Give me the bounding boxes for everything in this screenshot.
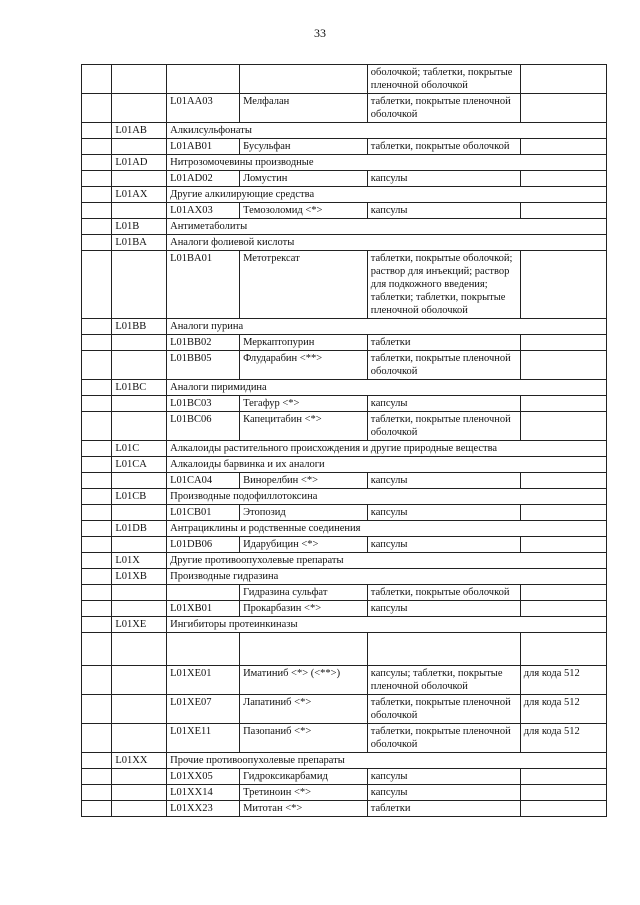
- drug-name: Прокарбазин <*>: [240, 601, 368, 617]
- left-margin-cell: [82, 187, 112, 203]
- left-margin-cell: [82, 666, 112, 695]
- atc-code: L01AB01: [167, 139, 240, 155]
- note: для кода 512: [520, 724, 606, 753]
- note: [520, 585, 606, 601]
- dosage-form: таблетки, покрытые пленочной оболочкой: [367, 695, 520, 724]
- table-body: [82, 65, 607, 817]
- left-margin-cell: [82, 171, 112, 187]
- empty-code-cell: [112, 94, 167, 123]
- left-margin-cell: [82, 319, 112, 335]
- drug-name: Мелфалан: [240, 94, 368, 123]
- table-row: [82, 489, 607, 505]
- left-margin-cell: [82, 457, 112, 473]
- table-row: [82, 65, 607, 94]
- empty-code-cell: [112, 351, 167, 380]
- group-title: Антрациклины и родственные соединения: [167, 521, 607, 537]
- empty-code-cell: [112, 633, 167, 666]
- empty-cell: [367, 633, 520, 666]
- note: [520, 473, 606, 489]
- empty-code-cell: [112, 139, 167, 155]
- table-row: [82, 801, 607, 817]
- left-margin-cell: [82, 724, 112, 753]
- left-margin-cell: [82, 203, 112, 219]
- group-title: Алкалоиды барвинка и их аналоги: [167, 457, 607, 473]
- left-margin-cell: [82, 505, 112, 521]
- left-margin-cell: [82, 139, 112, 155]
- empty-code-cell: [112, 505, 167, 521]
- left-margin-cell: [82, 235, 112, 251]
- group-title: Аналоги пурина: [167, 319, 607, 335]
- table-row: [82, 569, 607, 585]
- table-row: [82, 251, 607, 319]
- atc-code: L01XX05: [167, 769, 240, 785]
- empty-code-cell: [112, 171, 167, 187]
- table-row: [82, 412, 607, 441]
- empty-code-cell: [112, 785, 167, 801]
- table-row: [82, 785, 607, 801]
- table-row: [82, 94, 607, 123]
- empty-cell: [167, 633, 240, 666]
- table-row: [82, 155, 607, 171]
- table-row: [82, 633, 607, 666]
- group-title: Нитрозомочевины производные: [167, 155, 607, 171]
- note: [520, 801, 606, 817]
- atc-code: L01BA01: [167, 251, 240, 319]
- atc-code: L01CA04: [167, 473, 240, 489]
- group-title: Аналоги пиримидина: [167, 380, 607, 396]
- empty-code-cell: [112, 65, 167, 94]
- table-row: [82, 123, 607, 139]
- group-code: L01XB: [112, 569, 167, 585]
- drug-name: Винорелбин <*>: [240, 473, 368, 489]
- note: [520, 171, 606, 187]
- table-row: [82, 171, 607, 187]
- group-code: L01BC: [112, 380, 167, 396]
- empty-code-cell: [112, 473, 167, 489]
- table-row: [82, 537, 607, 553]
- dosage-form: капсулы: [367, 769, 520, 785]
- drug-name: Лапатиниб <*>: [240, 695, 368, 724]
- table-row: [82, 666, 607, 695]
- empty-code-cell: [112, 666, 167, 695]
- left-margin-cell: [82, 489, 112, 505]
- table-row: [82, 769, 607, 785]
- table-row: [82, 585, 607, 601]
- group-code: L01CB: [112, 489, 167, 505]
- atc-code: [167, 585, 240, 601]
- table-row: [82, 724, 607, 753]
- table-row: [82, 187, 607, 203]
- drug-name: Бусульфан: [240, 139, 368, 155]
- left-margin-cell: [82, 569, 112, 585]
- dosage-form: таблетки, покрытые пленочной оболочкой: [367, 412, 520, 441]
- left-margin-cell: [82, 801, 112, 817]
- table-row: [82, 521, 607, 537]
- note: [520, 769, 606, 785]
- left-margin-cell: [82, 335, 112, 351]
- drug-name: Идарубицин <*>: [240, 537, 368, 553]
- note: для кода 512: [520, 695, 606, 724]
- left-margin-cell: [82, 553, 112, 569]
- left-margin-cell: [82, 473, 112, 489]
- empty-code-cell: [112, 695, 167, 724]
- empty-code-cell: [112, 601, 167, 617]
- table-row: [82, 505, 607, 521]
- drug-name: Ломустин: [240, 171, 368, 187]
- group-code: L01AD: [112, 155, 167, 171]
- left-margin-cell: [82, 155, 112, 171]
- note: [520, 412, 606, 441]
- atc-code: L01XE11: [167, 724, 240, 753]
- left-margin-cell: [82, 753, 112, 769]
- atc-code: L01BC06: [167, 412, 240, 441]
- drug-table: [81, 64, 607, 817]
- group-code: L01C: [112, 441, 167, 457]
- table-row: [82, 219, 607, 235]
- dosage-form: таблетки, покрытые оболочкой: [367, 585, 520, 601]
- group-code: L01XE: [112, 617, 167, 633]
- left-margin-cell: [82, 123, 112, 139]
- atc-code: L01CB01: [167, 505, 240, 521]
- table-row: [82, 553, 607, 569]
- note: для кода 512: [520, 666, 606, 695]
- left-margin-cell: [82, 65, 112, 94]
- dosage-form: капсулы: [367, 537, 520, 553]
- table-row: [82, 351, 607, 380]
- group-code: L01AB: [112, 123, 167, 139]
- atc-code: L01BB05: [167, 351, 240, 380]
- note: [520, 251, 606, 319]
- left-margin-cell: [82, 633, 112, 666]
- dosage-form: капсулы: [367, 505, 520, 521]
- note: [520, 396, 606, 412]
- dosage-form: таблетки, покрытые пленочной оболочкой: [367, 94, 520, 123]
- atc-code: [167, 65, 240, 94]
- empty-code-cell: [112, 203, 167, 219]
- drug-name: Флударабин <**>: [240, 351, 368, 380]
- left-margin-cell: [82, 351, 112, 380]
- empty-code-cell: [112, 251, 167, 319]
- empty-code-cell: [112, 335, 167, 351]
- left-margin-cell: [82, 94, 112, 123]
- atc-code: L01DB06: [167, 537, 240, 553]
- dosage-form: таблетки, покрытые оболочкой; раствор для инъекций; раствор для подкожного введения; таблетки; таблетки, покрытые пленочной оболочкой: [367, 251, 520, 319]
- drug-name: Тегафур <*>: [240, 396, 368, 412]
- left-margin-cell: [82, 521, 112, 537]
- table-row: [82, 753, 607, 769]
- empty-code-cell: [112, 537, 167, 553]
- group-title: Прочие противоопухолевые препараты: [167, 753, 607, 769]
- group-title: Производные гидразина: [167, 569, 607, 585]
- group-code: L01AX: [112, 187, 167, 203]
- left-margin-cell: [82, 585, 112, 601]
- drug-name: Капецитабин <*>: [240, 412, 368, 441]
- atc-code: L01AA03: [167, 94, 240, 123]
- left-margin-cell: [82, 412, 112, 441]
- table-row: [82, 457, 607, 473]
- left-margin-cell: [82, 219, 112, 235]
- group-title: Алкалоиды растительного происхождения и другие природные вещества: [167, 441, 607, 457]
- note: [520, 785, 606, 801]
- table-row: [82, 319, 607, 335]
- table-row: [82, 203, 607, 219]
- drug-name: Гидроксикарбамид: [240, 769, 368, 785]
- left-margin-cell: [82, 396, 112, 412]
- left-margin-cell: [82, 441, 112, 457]
- empty-code-cell: [112, 412, 167, 441]
- drug-name: Третиноин <*>: [240, 785, 368, 801]
- note: [520, 203, 606, 219]
- drug-name: Темозоломид <*>: [240, 203, 368, 219]
- drug-name: [240, 65, 368, 94]
- group-title: Аналоги фолиевой кислоты: [167, 235, 607, 251]
- table-row: [82, 473, 607, 489]
- atc-code: L01XX14: [167, 785, 240, 801]
- dosage-form: таблетки, покрытые пленочной оболочкой: [367, 724, 520, 753]
- group-code: L01CA: [112, 457, 167, 473]
- table-row: [82, 441, 607, 457]
- group-title: Ингибиторы протеинкиназы: [167, 617, 607, 633]
- group-title: Производные подофиллотоксина: [167, 489, 607, 505]
- group-code: L01B: [112, 219, 167, 235]
- atc-code: L01XE07: [167, 695, 240, 724]
- note: [520, 335, 606, 351]
- note: [520, 505, 606, 521]
- left-margin-cell: [82, 695, 112, 724]
- group-title: Алкилсульфонаты: [167, 123, 607, 139]
- dosage-form: оболочкой; таблетки, покрытые пленочной оболочкой: [367, 65, 520, 94]
- group-code: L01DB: [112, 521, 167, 537]
- dosage-form: капсулы: [367, 396, 520, 412]
- dosage-form: капсулы: [367, 171, 520, 187]
- left-margin-cell: [82, 380, 112, 396]
- note: [520, 601, 606, 617]
- atc-code: L01XB01: [167, 601, 240, 617]
- dosage-form: капсулы: [367, 785, 520, 801]
- atc-code: L01AD02: [167, 171, 240, 187]
- dosage-form: таблетки: [367, 801, 520, 817]
- note: [520, 139, 606, 155]
- dosage-form: таблетки, покрытые пленочной оболочкой: [367, 351, 520, 380]
- note: [520, 94, 606, 123]
- drug-name: Гидразина сульфат: [240, 585, 368, 601]
- drug-name: Митотан <*>: [240, 801, 368, 817]
- dosage-form: таблетки, покрытые оболочкой: [367, 139, 520, 155]
- empty-code-cell: [112, 769, 167, 785]
- table-row: [82, 601, 607, 617]
- left-margin-cell: [82, 601, 112, 617]
- atc-code: L01BB02: [167, 335, 240, 351]
- atc-code: L01BC03: [167, 396, 240, 412]
- drug-name: Иматиниб <*> (<**>): [240, 666, 368, 695]
- empty-code-cell: [112, 724, 167, 753]
- left-margin-cell: [82, 769, 112, 785]
- dosage-form: капсулы: [367, 601, 520, 617]
- empty-code-cell: [112, 801, 167, 817]
- table-row: [82, 235, 607, 251]
- dosage-form: капсулы; таблетки, покрытые пленочной оболочкой: [367, 666, 520, 695]
- atc-code: L01AX03: [167, 203, 240, 219]
- table-row: [82, 380, 607, 396]
- note: [520, 351, 606, 380]
- left-margin-cell: [82, 617, 112, 633]
- drug-name: Метотрексат: [240, 251, 368, 319]
- drug-name: Пазопаниб <*>: [240, 724, 368, 753]
- left-margin-cell: [82, 785, 112, 801]
- left-margin-cell: [82, 251, 112, 319]
- group-code: L01BB: [112, 319, 167, 335]
- empty-code-cell: [112, 396, 167, 412]
- empty-code-cell: [112, 585, 167, 601]
- atc-code: L01XX23: [167, 801, 240, 817]
- empty-cell: [240, 633, 368, 666]
- empty-cell: [520, 633, 606, 666]
- drug-name: Этопозид: [240, 505, 368, 521]
- table-row: [82, 335, 607, 351]
- note: [520, 65, 606, 94]
- group-code: L01XX: [112, 753, 167, 769]
- table-row: [82, 396, 607, 412]
- dosage-form: таблетки: [367, 335, 520, 351]
- drug-name: Меркаптопурин: [240, 335, 368, 351]
- table-row: [82, 617, 607, 633]
- note: [520, 537, 606, 553]
- group-code: L01BA: [112, 235, 167, 251]
- group-title: Антиметаболиты: [167, 219, 607, 235]
- dosage-form: капсулы: [367, 203, 520, 219]
- table-row: [82, 695, 607, 724]
- group-code: L01X: [112, 553, 167, 569]
- dosage-form: капсулы: [367, 473, 520, 489]
- table-row: [82, 139, 607, 155]
- left-margin-cell: [82, 537, 112, 553]
- atc-code: L01XE01: [167, 666, 240, 695]
- page-number: 33: [314, 26, 326, 40]
- group-title: Другие противоопухолевые препараты: [167, 553, 607, 569]
- group-title: Другие алкилирующие средства: [167, 187, 607, 203]
